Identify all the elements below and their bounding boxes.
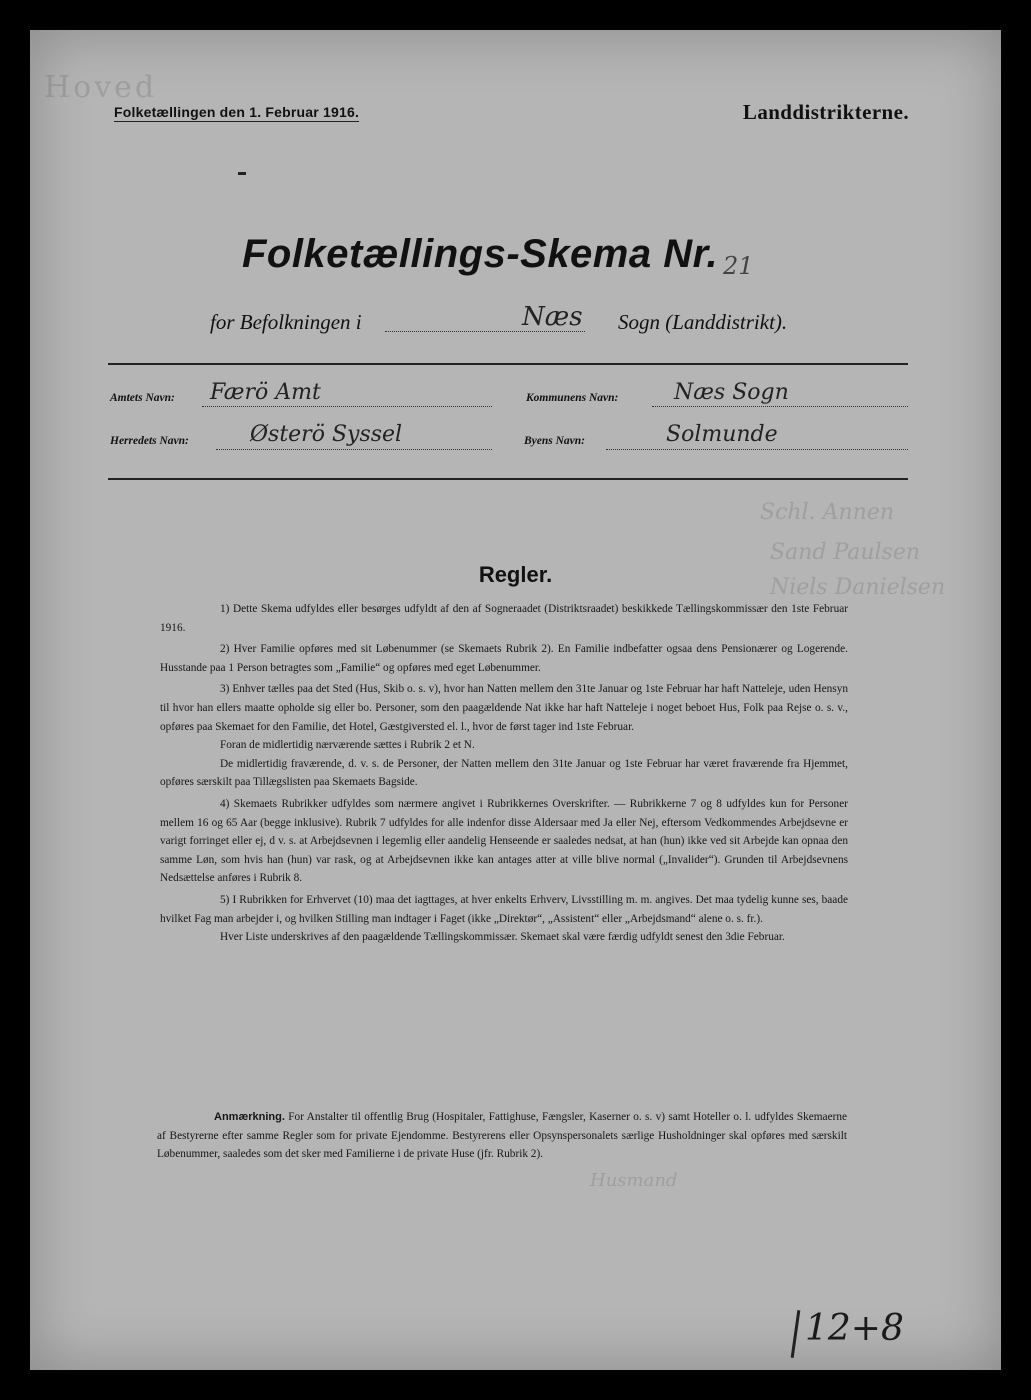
- bleed-through-text: Hoved: [44, 70, 158, 105]
- rule-3-absent: De midlertidig fraværende, d. v. s. de Personer, der Natten mellem den 31te Januar og 1ste Februar har været fraværende fra Hjemmet, opføres særskilt paa Tillægslisten paa Skemaets Bagside.: [160, 757, 848, 789]
- rule-5: 5) I Rubrikken for Erhvervet (10) maa det iagttages, at hver enkelts Erhverv, Livsstilling m. m. angives. Det maa tydelig kunne ses, baade hvilket Fag man arbejder i, og hvilken Stilling man indtager i Faget (ikke „Direktør“, „Assistent“ eller „Arbejdsmand“ alene o. s. fr.).: [160, 893, 848, 925]
- page-number-handwritten: 12+8: [805, 1308, 904, 1349]
- bleed-through-text: Schl. Annen: [760, 500, 894, 525]
- bleed-through-text: Sand Paulsen: [770, 540, 921, 565]
- anmaerkning-text: For Anstalter til offentlig Brug (Hospitaler, Fattighuse, Fængsler, Kaserner o. s. v) samt Hoteller o. l. udfyldes Skemaerne af Bestyrerne efter samme Regler som for private Ejendomme. Bestyrerens eller Opsynspersonalets særlige Husholdninger skal opføres med særskilt Løbenummer, saaledes som det sker med Familierne i de private Huse (jfr. Rubrik 2).: [157, 1111, 848, 1161]
- befolkning-prefix: for Befolkningen i: [210, 310, 362, 334]
- anmaerkning-paragraph: [157, 1108, 847, 1164]
- form-title: Folketællings-Skema Nr.: [242, 232, 719, 276]
- by-label: Byens Navn:: [524, 435, 586, 447]
- rule-signature: Hver Liste underskrives af den paagældende Tællingskommissær. Skemaet skal være færdig udfyldt senest den 3die Februar.: [220, 931, 785, 944]
- kommune-value: Næs Sogn: [674, 380, 789, 405]
- kommune-label: Kommunens Navn:: [526, 392, 619, 404]
- anmaerkning-label: Anmærkning.: [214, 1111, 285, 1123]
- bleed-through-text: Niels Danielsen: [770, 575, 946, 600]
- amt-value: Færö Amt: [210, 380, 321, 405]
- rule-2: 2) Hver Familie opføres med sit Løbenummer (se Skemaets Rubrik 2). En Familie indbefatter ogsaa dens Pensionærer og Logerende. Husstande paa 1 Person betragtes som „Familie“ og opføres med eget Løbenummer.: [160, 643, 848, 674]
- census-form-sheet: [30, 30, 1001, 1370]
- district-type-header: Landdistrikterne.: [742, 100, 909, 124]
- herred-value: Østerö Syssel: [250, 422, 403, 447]
- kommune-dotted-line: [652, 406, 908, 407]
- rule-4: 4) Skemaets Rubrikker udfyldes som nærmere angivet i Rubrikkernes Overskrifter. — Rubrikkerne 7 og 8 udfyldes kun for Personer mellem 16 og 65 Aar (begge inklusive). Rubrik 7 udfyldes for alle indenfor disse Aldersaar med Ja eller Nej, eftersom Vedkommendes Arbejdsevne er varigt forringet eller ej, d v. s. at Arbejdsevnen i legemlig eller aandelig Henseende er saaledes nedsat, at han (hun) ikke ved sit Arbejde kan opnaa den samme Løn, som hvis han (hun) var rask, og at Arbejdsevnen ikke kan antages atter at ville blive normal („Invalider“). Grunden til Arbejdsevnens Nedsættelse anføres i Rubrik 8.: [160, 797, 848, 885]
- rules-body: [160, 600, 848, 950]
- amt-label: Amtets Navn:: [110, 392, 175, 404]
- by-value: Solmunde: [666, 422, 778, 447]
- rule-3: 3) Enhver tælles paa det Sted (Hus, Skib o. s. v), hvor han Natten mellem den 31te Januar og 1ste Februar har haft Natteleje, uden Hensyn til hvor han ellers maatte opholde sig eller bo. Personer, som den paagældende Nat ikke har haft Natteleje i noget beboet Hus, Folk paa Rejse o. s. v., opføres paa Skemaet for den Familie, det Hotel, Gæstgiversted el. l., hvor de først tager ind 1ste Februar.: [160, 683, 848, 733]
- befolkning-suffix: Sogn (Landdistrikt).: [618, 310, 788, 334]
- bottom-divider: [108, 478, 908, 480]
- census-date-header: Folketællingen den 1. Februar 1916.: [114, 104, 360, 120]
- ink-mark: [238, 172, 246, 175]
- rule-1: 1) Dette Skema udfyldes eller besørges udfyldt af den af Sogneraadet (Distriktsraadet) beskikkede Tællingskommissær den 1ste Februar 1916.: [160, 603, 848, 634]
- amt-dotted-line: [202, 406, 492, 407]
- herred-dotted-line: [216, 449, 492, 450]
- rule-3-present: Foran de midlertidig nærværende sættes i Rubrik 2 et N.: [220, 739, 475, 752]
- page-number-stroke: [791, 1310, 801, 1358]
- parish-handwritten: Næs: [522, 302, 583, 332]
- skema-number-handwritten: 21: [723, 252, 754, 280]
- bleed-through-text: Husmand: [590, 1170, 678, 1191]
- herred-label: Herredets Navn:: [110, 435, 189, 447]
- top-divider: [108, 363, 908, 365]
- by-dotted-line: [606, 449, 908, 450]
- regler-heading: Regler.: [478, 562, 553, 587]
